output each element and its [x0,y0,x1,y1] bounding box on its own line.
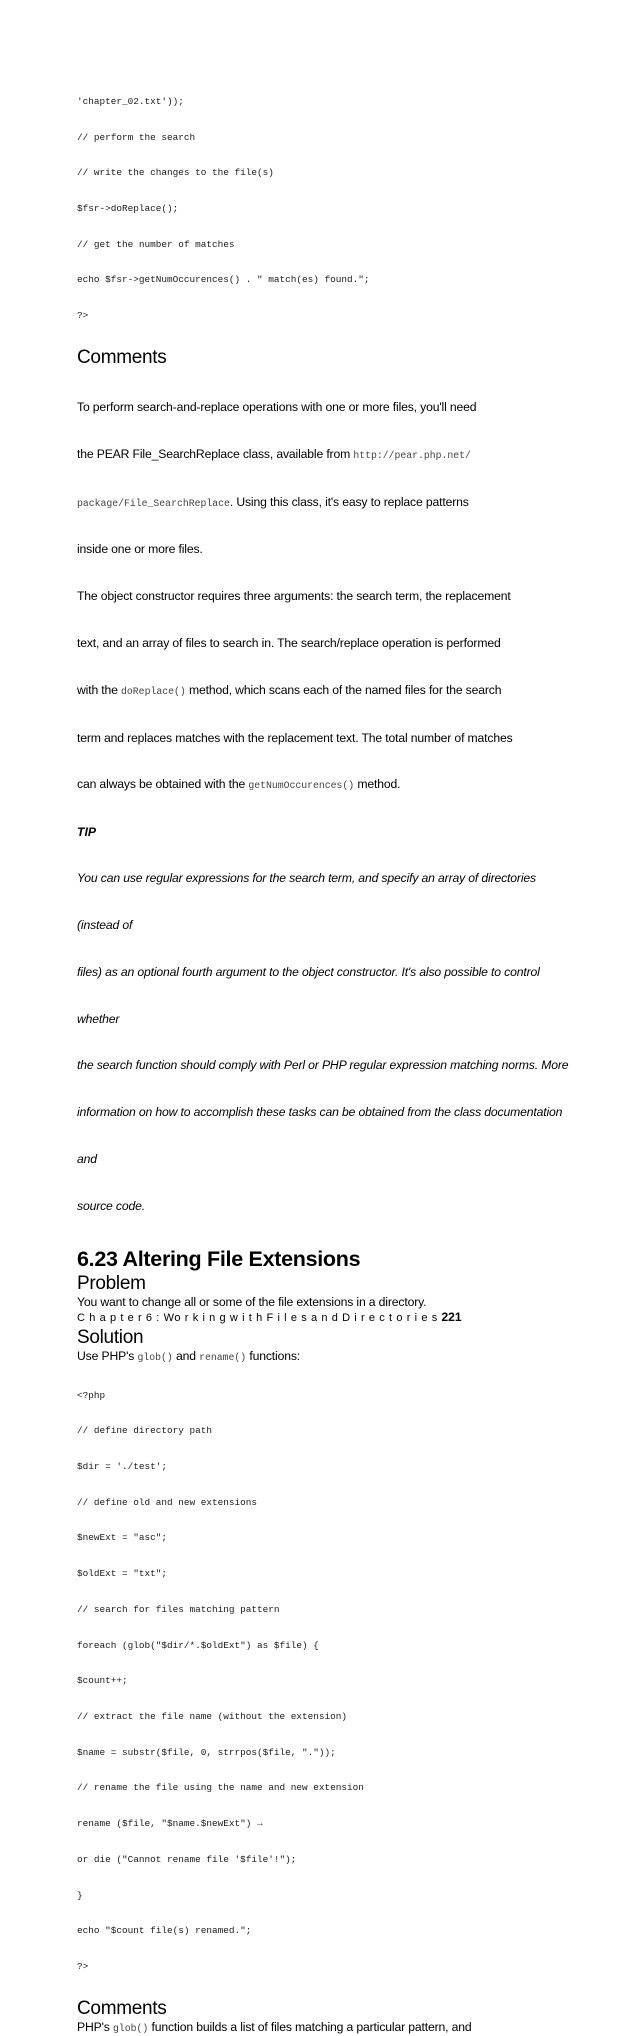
code-line: 'chapter_02.txt')); [77,95,184,107]
text-line [77,495,577,512]
tip-text [77,840,577,1245]
text-segment: and [172,1349,200,1364]
text-line: The object constructor requires three arguments: the search term, the replacement [77,589,511,604]
comments-paragraph [77,369,577,825]
tip-line: (instead of [77,918,133,933]
code-line: echo $fsr->getNumOccurences() . " match(es) found."; [77,274,370,286]
code-line: } [77,1889,83,1901]
inline-code-glob-2: glob() [112,2022,149,2034]
text-line [77,447,577,464]
tip-line: You can use regular expressions for the search term, and specify an array of directories [77,871,536,886]
text-line: inside one or more files. [77,542,203,557]
comments-text-2 [77,2020,577,2036]
text-segment: function builds a list of files matching a particular pattern, and [148,2019,472,2034]
code-line: // rename the file using the name and new extension [77,1782,364,1794]
solution-text [77,1349,577,1366]
running-footer [77,1310,577,1326]
code-line: // define old and new extensions [77,1496,258,1508]
tip-line: files) as an optional fourth argument to the object constructor. It's also possible to control [77,964,540,979]
code-line [77,1818,577,1830]
footer-chapter: C h a p t e r 6 : Wo r k i n g w i t h F i l e s a n d D i r e c t o r i e s [77,1312,442,1325]
text-segment: the PEAR File_SearchReplace class, available from [77,446,354,461]
text-line: text, and an array of files to search in. The search/replace operation is performed [77,635,501,650]
comments-heading: Comments [77,346,167,368]
code-line: or die ("Cannot rename file '$file'!"); [77,1853,297,1865]
problem-heading: Problem [77,1272,146,1294]
code-line: $oldExt = "txt"; [77,1568,168,1580]
tip-line: whether [77,1011,120,1026]
document-page [77,72,577,2036]
text-line: To perform search-and-replace operations with one or more files, you'll need [77,400,477,415]
tip-label: TIP [77,825,96,840]
text-segment: method, which scans each of the named files for the search [185,682,502,697]
text-segment: can always be obtained with the [77,777,249,792]
code-line: $dir = './test'; [77,1460,168,1472]
code-line: // perform the search [77,131,196,143]
code-line: // search for files matching pattern [77,1603,280,1615]
inline-code-glob: glob() [137,1352,173,1364]
text-segment: functions: [246,1349,301,1364]
code-line: // get the number of matches [77,238,235,250]
code-line: ?> [77,1961,89,1972]
section-title: 6.23 Altering File Extensions [77,1246,361,1271]
code-line: // write the changes to the file(s) [77,167,274,179]
code-line: // extract the file name (without the extension) [77,1710,348,1722]
text-line: term and replaces matches with the replacement text. The total number of matches [77,730,513,745]
code-line: $name = substr($file, 0, strrpos($file, ".")); [77,1746,336,1758]
problem-text: You want to change all or some of the file extensions in a directory. [77,1294,427,1309]
code-block-top [77,72,577,346]
page-number: 221 [441,1310,462,1325]
inline-code-rename: rename() [199,1352,247,1364]
tip-line: source code. [77,1198,145,1213]
tip-line: information on how to accomplish these tasks can be obtained from the class documentation [77,1105,563,1120]
code-line: $count++; [77,1675,128,1687]
tip-line: and [77,1151,97,1166]
code-line: // define directory path [77,1425,213,1437]
code-block-solution [77,1366,577,1997]
text-segment: . Using this class, it's easy to replace patterns [229,494,469,509]
inline-code-getnumoccurences: getNumOccurences() [248,780,355,792]
line-continuation-arrow-icon: → [257,1818,263,1830]
code-line: <?php [77,1389,106,1401]
inline-code-doreplace: doReplace() [121,685,186,697]
code-line: echo "$count file(s) renamed."; [77,1925,252,1937]
text-line [77,777,577,794]
text-line [77,683,577,700]
solution-heading: Solution [77,1327,144,1349]
code-line: $fsr->doReplace(); [77,202,179,214]
text-segment: PHP's [77,2019,113,2034]
tip-line: the search function should comply with Perl or PHP regular expression matching norms. More [77,1058,569,1073]
text-segment: method. [354,777,401,792]
code-line: foreach (glob("$dir/*.$oldExt") as $file) { [77,1639,319,1651]
comments-heading-2: Comments [77,1997,167,2019]
code-segment: rename ($file, "$name.$newExt") [77,1818,258,1830]
code-line: ?> [77,310,89,322]
pear-url-part1: http://pear.php.net/ [353,449,471,461]
code-line: $newExt = "asc"; [77,1532,168,1544]
pear-url-part2: package/File_SearchReplace [77,497,230,509]
text-segment: with the [77,682,122,697]
text-segment: Use PHP's [77,1349,138,1364]
